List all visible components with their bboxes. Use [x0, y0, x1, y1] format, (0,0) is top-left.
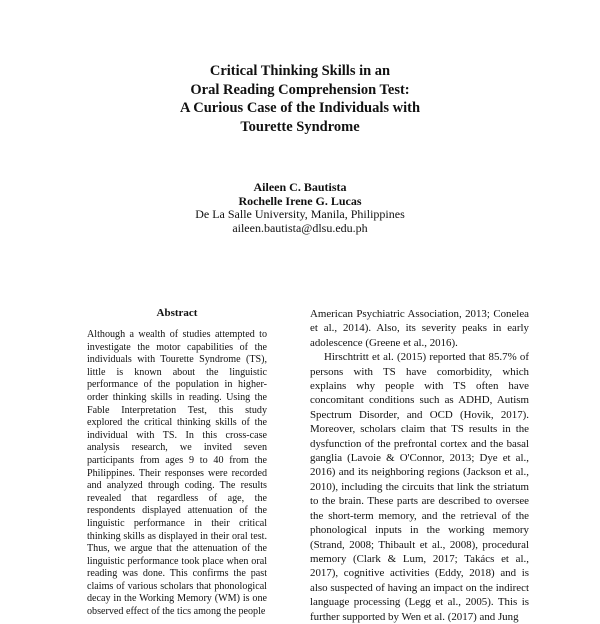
left-column: [87, 307, 267, 619]
author-name: Rochelle Irene G. Lucas: [238, 193, 362, 208]
abstract-text: Although a wealth of studies attempted to investigate the motor capabilities of the individuals with Tourette Syndrome (TS), little is known about the linguistic performance of the population in higher-order thinking skills in reading. Using the Fable Interpretation Test, this study explored the critical thinking skills of the individual with TS. In this cross-case analysis research, we invited seven participants from ages 9 to 40 from the Philippines. Their responses were recorded and analyzed through coding. The results revealed that regardless of age, the respondents displayed attenuation of the linguistic performance in their critical thinking skills as displayed in their oral test. Thus, we argue that the attenuation of the linguistic performance took place when oral reading was done. This confirms the past claims of various scholars that phonological decay in the Working Memory (WM) is one observed effect of the tics among the people: [87, 329, 267, 618]
author-block: [100, 181, 500, 235]
author-email: aileen.bautista@dlsu.edu.ph: [232, 220, 368, 235]
title-line: Critical Thinking Skills in an: [209, 63, 391, 79]
affiliation: De La Salle University, Manila, Philippines: [195, 207, 405, 221]
abstract-heading: Abstract: [156, 307, 198, 319]
right-column: [310, 307, 529, 624]
body-paragraph: Hirschtritt et al. (2015) reported that 85.7% of persons with TS have comorbidity, which explains why people with TS often have concomitant conditions such as ADHD, Autism Spectrum Disorder, and OCD (Hovik, 2017). Moreover, scholars claim that TS results in the dysfunction of the prefrontal cortex and the basal ganglia (Lavoie & O'Connor, 2013; Dye et al., 2016) and its neighboring regions (Jackson et al., 2010), including the circuits that link the striatum to the brain. These parts are described to oversee the short-term memory, and the retrieval of the phonological inputs in the working memory (Strand, 2008; Thibault et al., 2008), procedural memory (Clark & Lum, 2017; Takács et al., 2017), cognitive activities (Eddy, 2018) and is also suspected of having an impact on the indirect language processing (Legg et al., 2005). This is further supported by Wen et al. (2017) and Jung: [310, 351, 529, 623]
paper-title: [100, 62, 500, 136]
title-line: Tourette Syndrome: [240, 118, 360, 135]
author-name: Aileen C. Bautista: [253, 180, 347, 194]
title-line: Oral Reading Comprehension Test:: [190, 81, 410, 98]
title-line: A Curious Case of the Individuals with: [179, 100, 421, 116]
body-paragraph: American Psychiatric Association, 2013; Conelea et al., 2014). Also, its severity peaks in early adolescence (Greene et al., 2016).: [310, 308, 529, 349]
